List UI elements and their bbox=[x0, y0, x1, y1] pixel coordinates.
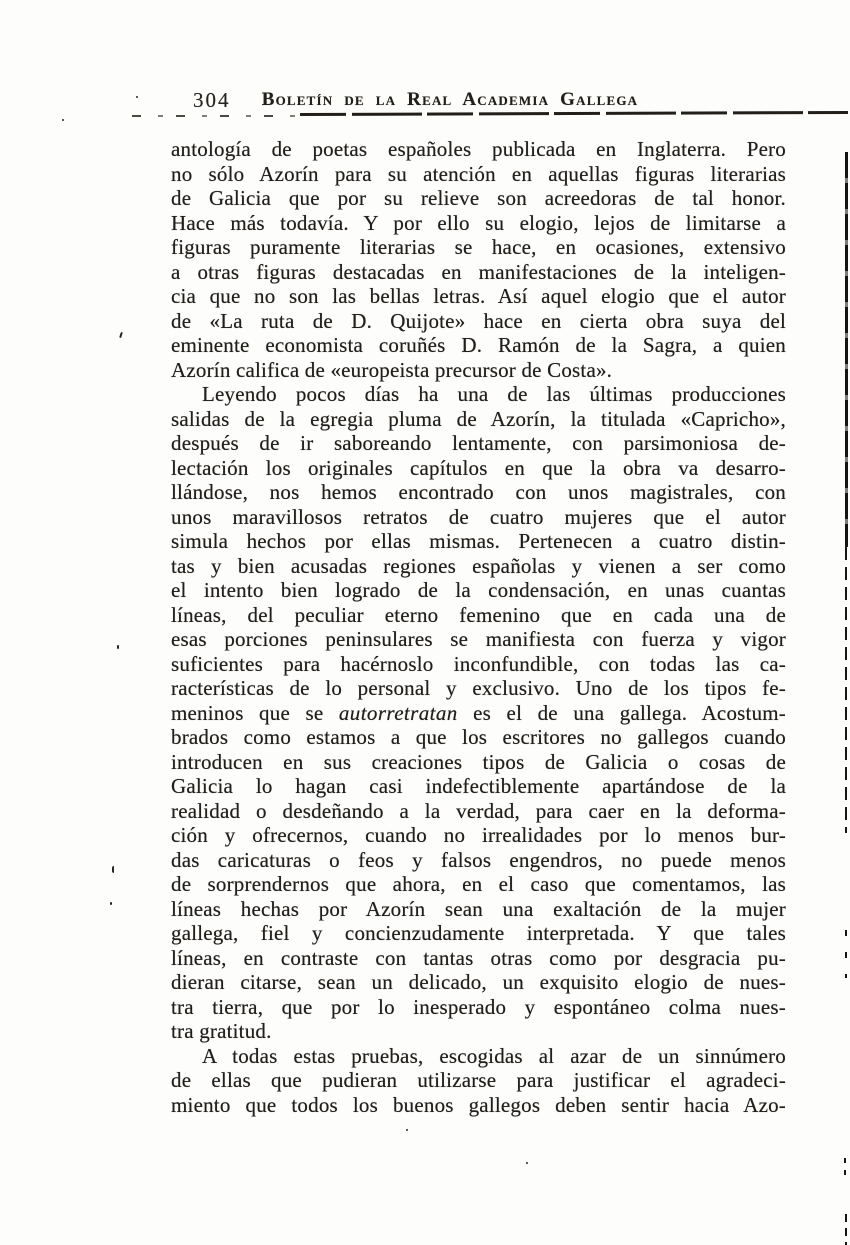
scan-speck bbox=[119, 332, 123, 338]
scan-edge-artifact bbox=[844, 1158, 846, 1182]
text-line: realidad o desdeñando a la verdad, para caer en la deforma- bbox=[171, 798, 786, 823]
text-line: das caricaturas o feos y falsos engendros, no puede menos bbox=[171, 847, 786, 872]
scan-speck bbox=[62, 119, 64, 121]
scan-speck bbox=[526, 1162, 528, 1164]
text-line: de sorprendernos que ahora, en el caso que comentamos, las bbox=[171, 872, 786, 896]
text-line: líneas, del peculiar eterno femenino que en cada una de bbox=[171, 602, 786, 627]
text-line: el intento bien logrado de la condensación, en unas cuantas bbox=[171, 578, 786, 602]
text-line: introducen en sus creaciones tipos de Galicia o cosas de bbox=[171, 749, 786, 774]
scan-speck bbox=[406, 1129, 408, 1131]
text-line: antología de poetas españoles publicada en Inglaterra. Pero bbox=[171, 137, 786, 161]
text-line: a otras figuras destacadas en manifestaciones de la inteligen- bbox=[171, 259, 786, 284]
scan-speck bbox=[112, 866, 114, 873]
text-line: Leyendo pocos días ha una de las últimas producciones bbox=[202, 382, 786, 406]
text-line: salidas de la egregia pluma de Azorín, la titulada «Capricho», bbox=[171, 406, 786, 431]
text-line: tra tierra, que por lo inesperado y espontáneo colma nues- bbox=[171, 994, 786, 1019]
text-line: de «La ruta de D. Quijote» hace en cierta obra suya del bbox=[171, 308, 786, 333]
text-line: esas porciones peninsulares se manifiesta con fuerza y vigor bbox=[171, 627, 786, 651]
text-line: después de ir saboreando lentamente, con parsimoniosa de- bbox=[171, 431, 786, 455]
scan-edge-artifact bbox=[845, 152, 848, 547]
text-line: ción y ofrecernos, cuando no irrealidades por lo menos bur- bbox=[171, 823, 786, 847]
text-line: simula hechos por ellas mismas. Pertenecen a cuatro distin- bbox=[171, 529, 786, 553]
text-block bbox=[171, 137, 786, 1117]
text-line: figuras puramente literarias se hace, en ocasiones, extensivo bbox=[171, 235, 786, 259]
text-line: tra gratitud. bbox=[171, 1019, 272, 1043]
text-line: cia que no son las bellas letras. Así aquel elogio que el autor bbox=[171, 284, 786, 308]
scan-speck bbox=[117, 645, 119, 649]
text-line: no sólo Azorín para su atención en aquellas figuras literarias bbox=[171, 161, 786, 186]
header-rule-left-segment bbox=[132, 115, 298, 117]
text-line: suficientes para hacérnoslo inconfundible, con todas las ca- bbox=[171, 651, 786, 676]
text-line: gallega, fiel y concienzudamente interpretada. Y que tales bbox=[171, 921, 786, 945]
running-title: Boletín de la Real Academia Gallega bbox=[261, 89, 639, 110]
scan-speck bbox=[110, 902, 112, 905]
scan-edge-artifact bbox=[845, 930, 847, 978]
text-line: meninos que se autorretratan es el de una gallega. Acostum- bbox=[171, 700, 786, 725]
text-line: dieran citarse, sean un delicado, un exquisito elogio de nues- bbox=[171, 970, 786, 994]
scan-speck bbox=[136, 96, 138, 98]
text-line: eminente economista coruñés D. Ramón de la Sagra, a quien bbox=[171, 333, 786, 357]
text-line: de Galicia que por su relieve son acreedoras de tal honor. bbox=[171, 186, 786, 210]
text-line: A todas estas pruebas, escogidas al azar de un sinnúmero bbox=[202, 1043, 786, 1068]
text-line: líneas hechas por Azorín sean una exaltación de la mujer bbox=[171, 896, 786, 921]
page-number: 304 bbox=[193, 88, 231, 112]
text-line: líneas, en contraste con tantas otras como por desgracia pu- bbox=[171, 945, 786, 970]
scan-edge-artifact bbox=[845, 547, 847, 833]
text-line: tas y bien acusadas regiones españolas y vienen a ser como bbox=[171, 553, 786, 578]
text-line: de ellas que pudieran utilizarse para justificar el agradeci- bbox=[171, 1068, 786, 1092]
running-header bbox=[0, 88, 850, 114]
text-line: llándose, nos hemos encontrado con unos magistrales, con bbox=[171, 480, 786, 504]
text-line: miento que todos los buenos gallegos deben sentir hacia Azo- bbox=[171, 1092, 786, 1117]
text-line: Hace más todavía. Y por ello su elogio, lejos de limitarse a bbox=[171, 210, 786, 235]
text-line: Azorín califica de «europeista precursor de Costa». bbox=[171, 357, 613, 382]
text-line: racterísticas de lo personal y exclusivo. Uno de los tipos fe- bbox=[171, 676, 786, 700]
text-line: brados como estamos a que los escritores no gallegos cuando bbox=[171, 725, 786, 749]
scan-edge-artifact bbox=[845, 1214, 847, 1245]
text-line: lectación los originales capítulos en que la obra va desarro- bbox=[171, 455, 786, 480]
text-line: Galicia lo hagan casi indefectiblemente apartándose de la bbox=[171, 774, 786, 798]
text-line: unos maravillosos retratos de cuatro mujeres que el autor bbox=[171, 504, 786, 529]
